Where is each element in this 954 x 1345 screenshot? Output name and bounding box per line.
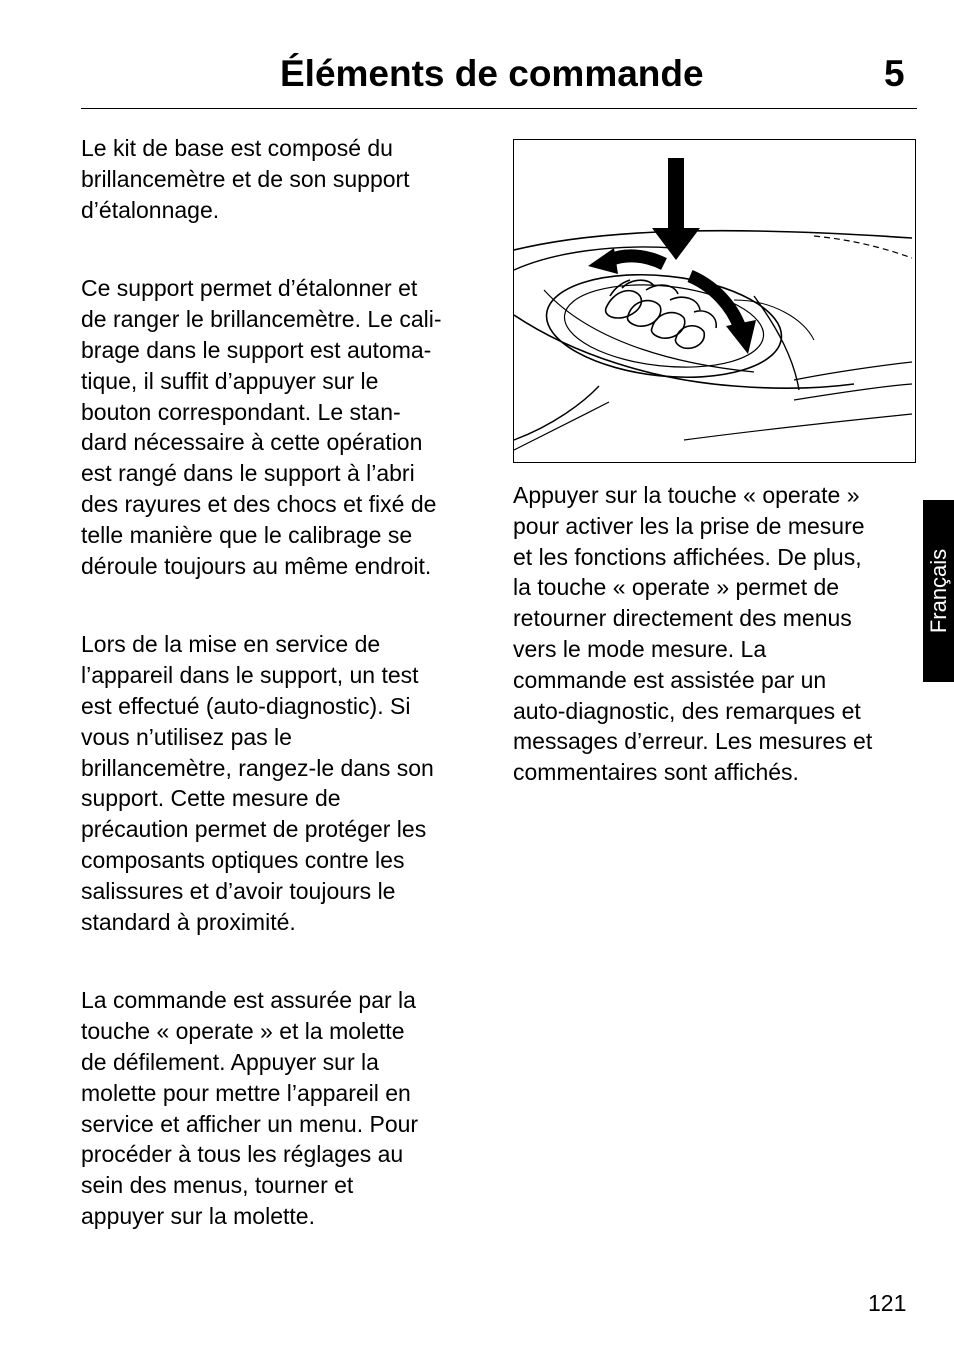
rotate-right-arrowhead-icon bbox=[726, 320, 756, 354]
press-down-arrow-icon bbox=[652, 158, 700, 260]
paragraph-self-test: Lors de la mise en service de l’appareil dans le support, un test est effectué (auto-diagnostic). Si vous n’utilisez pas le brillancemètre, rangez-le dans son support. Cette mesure de précaution permet de protéger les composants optiques contre les salissures et d’avoir toujours le standard à proximité. bbox=[81, 631, 434, 935]
page-number: 121 bbox=[868, 1290, 907, 1316]
chapter-number: 5 bbox=[884, 53, 905, 94]
chapter-title: Éléments de commande bbox=[280, 53, 704, 94]
header-divider bbox=[81, 108, 917, 109]
rotate-left-arrowhead-icon bbox=[588, 248, 618, 274]
right-text-column bbox=[513, 480, 923, 788]
housing-top-edge bbox=[514, 231, 912, 250]
housing-right-edge bbox=[794, 362, 912, 380]
rotate-left-arrow-icon bbox=[610, 256, 664, 264]
scroll-wheel-drawing bbox=[514, 140, 914, 461]
housing-lower-left-edge-2 bbox=[514, 402, 609, 450]
scroll-wheel bbox=[606, 280, 717, 348]
housing-far-edge bbox=[814, 236, 912, 258]
housing-bottom-right-edge bbox=[684, 414, 912, 440]
left-text-column bbox=[81, 133, 496, 1232]
housing-right-edge-2 bbox=[794, 384, 912, 400]
language-tab bbox=[923, 500, 954, 682]
device-illustration bbox=[513, 139, 916, 463]
paragraph-operate-key: Appuyer sur la touche « operate » pour activer les la prise de mesure et les fonctions affichées. De plus, la touche « operate » permet de retourner directement des menus vers le mode mesure. La commande est assistée par un auto-diagnostic, des remarques et messages d’erreur. Les mesures et commentaires sont affichés. bbox=[513, 482, 873, 786]
paragraph-controls: La commande est assurée par la touche « operate » et la molette de défilement. Appuyer sur la molette pour mettre l’appareil en service et afficher un menu. Pour procéder à tous les réglages au sein des menus, tourner et appuyer sur la molette. bbox=[81, 987, 419, 1229]
paragraph-base-kit: Le kit de base est composé du brillancemètre et de son support d’étalonnage. bbox=[81, 135, 410, 223]
paragraph-calibration-support: Ce support permet d’étalonner et de ranger le brillancemètre. Le cali- brage dans le support est automa- tique, il suffit d’appuyer sur le bouton correspondant. Le stan- dard nécessaire à cette opération est rangé dans le support à l’abri des rayures et des chocs et fixé de telle manière que le calibrage se déroule toujours au même endroit. bbox=[81, 275, 442, 579]
language-tab-label: Français bbox=[925, 548, 951, 634]
